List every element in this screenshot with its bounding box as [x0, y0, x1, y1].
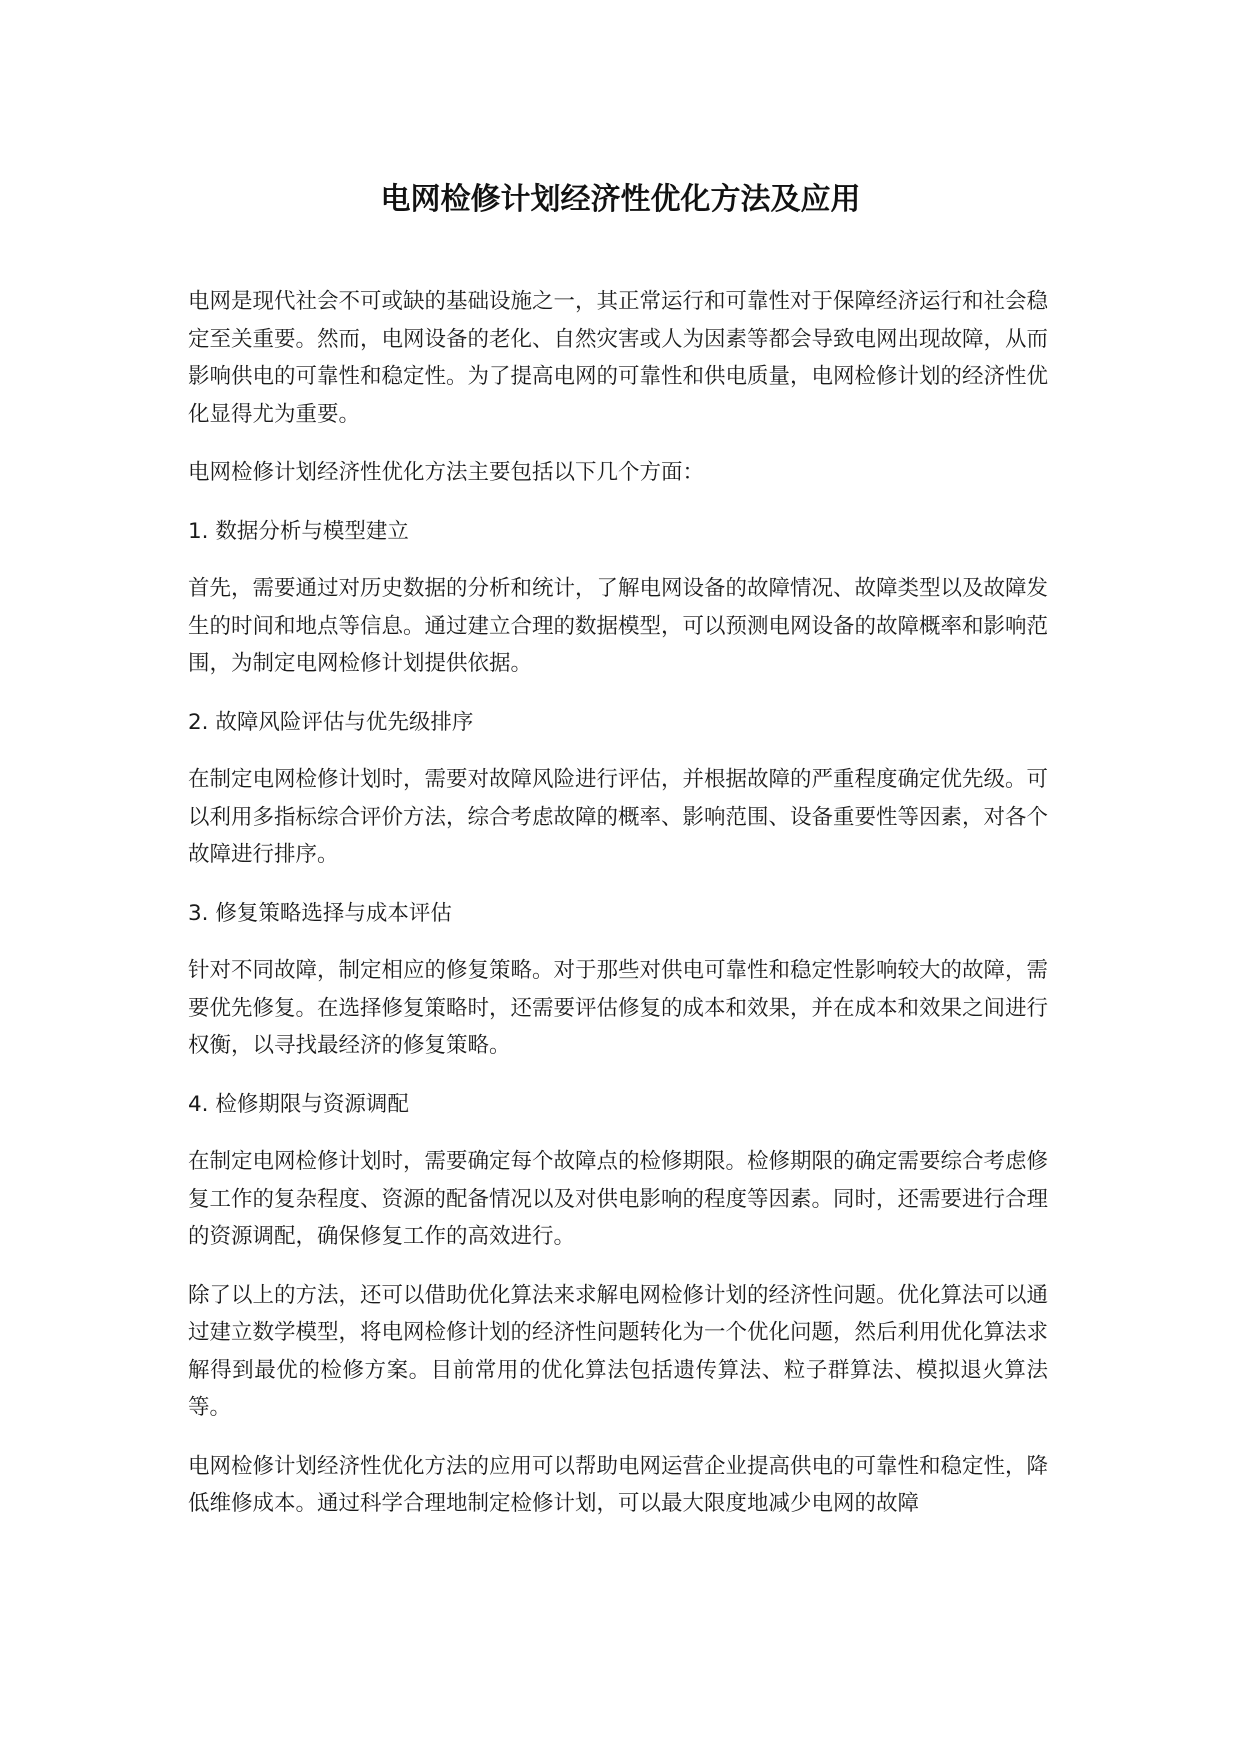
- intro-paragraph: 电网是现代社会不可或缺的基础设施之一，其正常运行和可靠性对于保障经济运行和社会稳定至关重要。然而，电网设备的老化、自然灾害或人为因素等都会导致电网出现故障，从而影响供电的可靠性和稳定性。为了提高电网的可靠性和供电质量，电网检修计划的经济性优化显得尤为重要。: [188, 289, 1049, 427]
- section-paragraph-1: 首先，需要通过对历史数据的分析和统计，了解电网设备的故障情况、故障类型以及故障发生的时间和地点等信息。通过建立合理的数据模型，可以预测电网设备的故障概率和影响范围，为制定电网检修计划提供依据。: [188, 576, 1049, 676]
- section-paragraph-2: 在制定电网检修计划时，需要对故障风险进行评估，并根据故障的严重程度确定优先级。可以利用多指标综合评价方法，综合考虑故障的概率、影响范围、设备重要性等因素，对各个故障进行排序。: [188, 767, 1049, 867]
- document-title: 电网检修计划经济性优化方法及应用: [380, 182, 861, 217]
- section-paragraph-3: 针对不同故障，制定相应的修复策略。对于那些对供电可靠性和稳定性影响较大的故障，需要优先修复。在选择修复策略时，还需要评估修复的成本和效果，并在成本和效果之间进行权衡，以寻找最经济的修复策略。: [188, 958, 1049, 1058]
- document-body: [188, 283, 1048, 1544]
- section-heading-3: 3. 修复策略选择与成本评估: [188, 900, 452, 926]
- optimization-algorithms-paragraph: 除了以上的方法，还可以借助优化算法来求解电网检修计划的经济性问题。优化算法可以通过建立数学模型，将电网检修计划的经济性问题转化为一个优化问题，然后利用优化算法求解得到最优的检修方案。目前常用的优化算法包括遗传算法、粒子群算法、模拟退火算法等。: [188, 1282, 1049, 1420]
- application-paragraph: 电网检修计划经济性优化方法的应用可以帮助电网运营企业提高供电的可靠性和稳定性，降低维修成本。通过科学合理地制定检修计划，可以最大限度地减少电网的故障: [188, 1453, 1049, 1516]
- section-heading-4: 4. 检修期限与资源调配: [188, 1091, 409, 1117]
- section-heading-2: 2. 故障风险评估与优先级排序: [188, 709, 474, 735]
- section-heading-1: 1. 数据分析与模型建立: [188, 518, 409, 544]
- section-paragraph-4: 在制定电网检修计划时，需要确定每个故障点的检修期限。检修期限的确定需要综合考虑修复工作的复杂程度、资源的配备情况以及对供电影响的程度等因素。同时，还需要进行合理的资源调配，确保修复工作的高效进行。: [188, 1149, 1049, 1249]
- methods-intro-paragraph: 电网检修计划经济性优化方法主要包括以下几个方面：: [188, 460, 705, 485]
